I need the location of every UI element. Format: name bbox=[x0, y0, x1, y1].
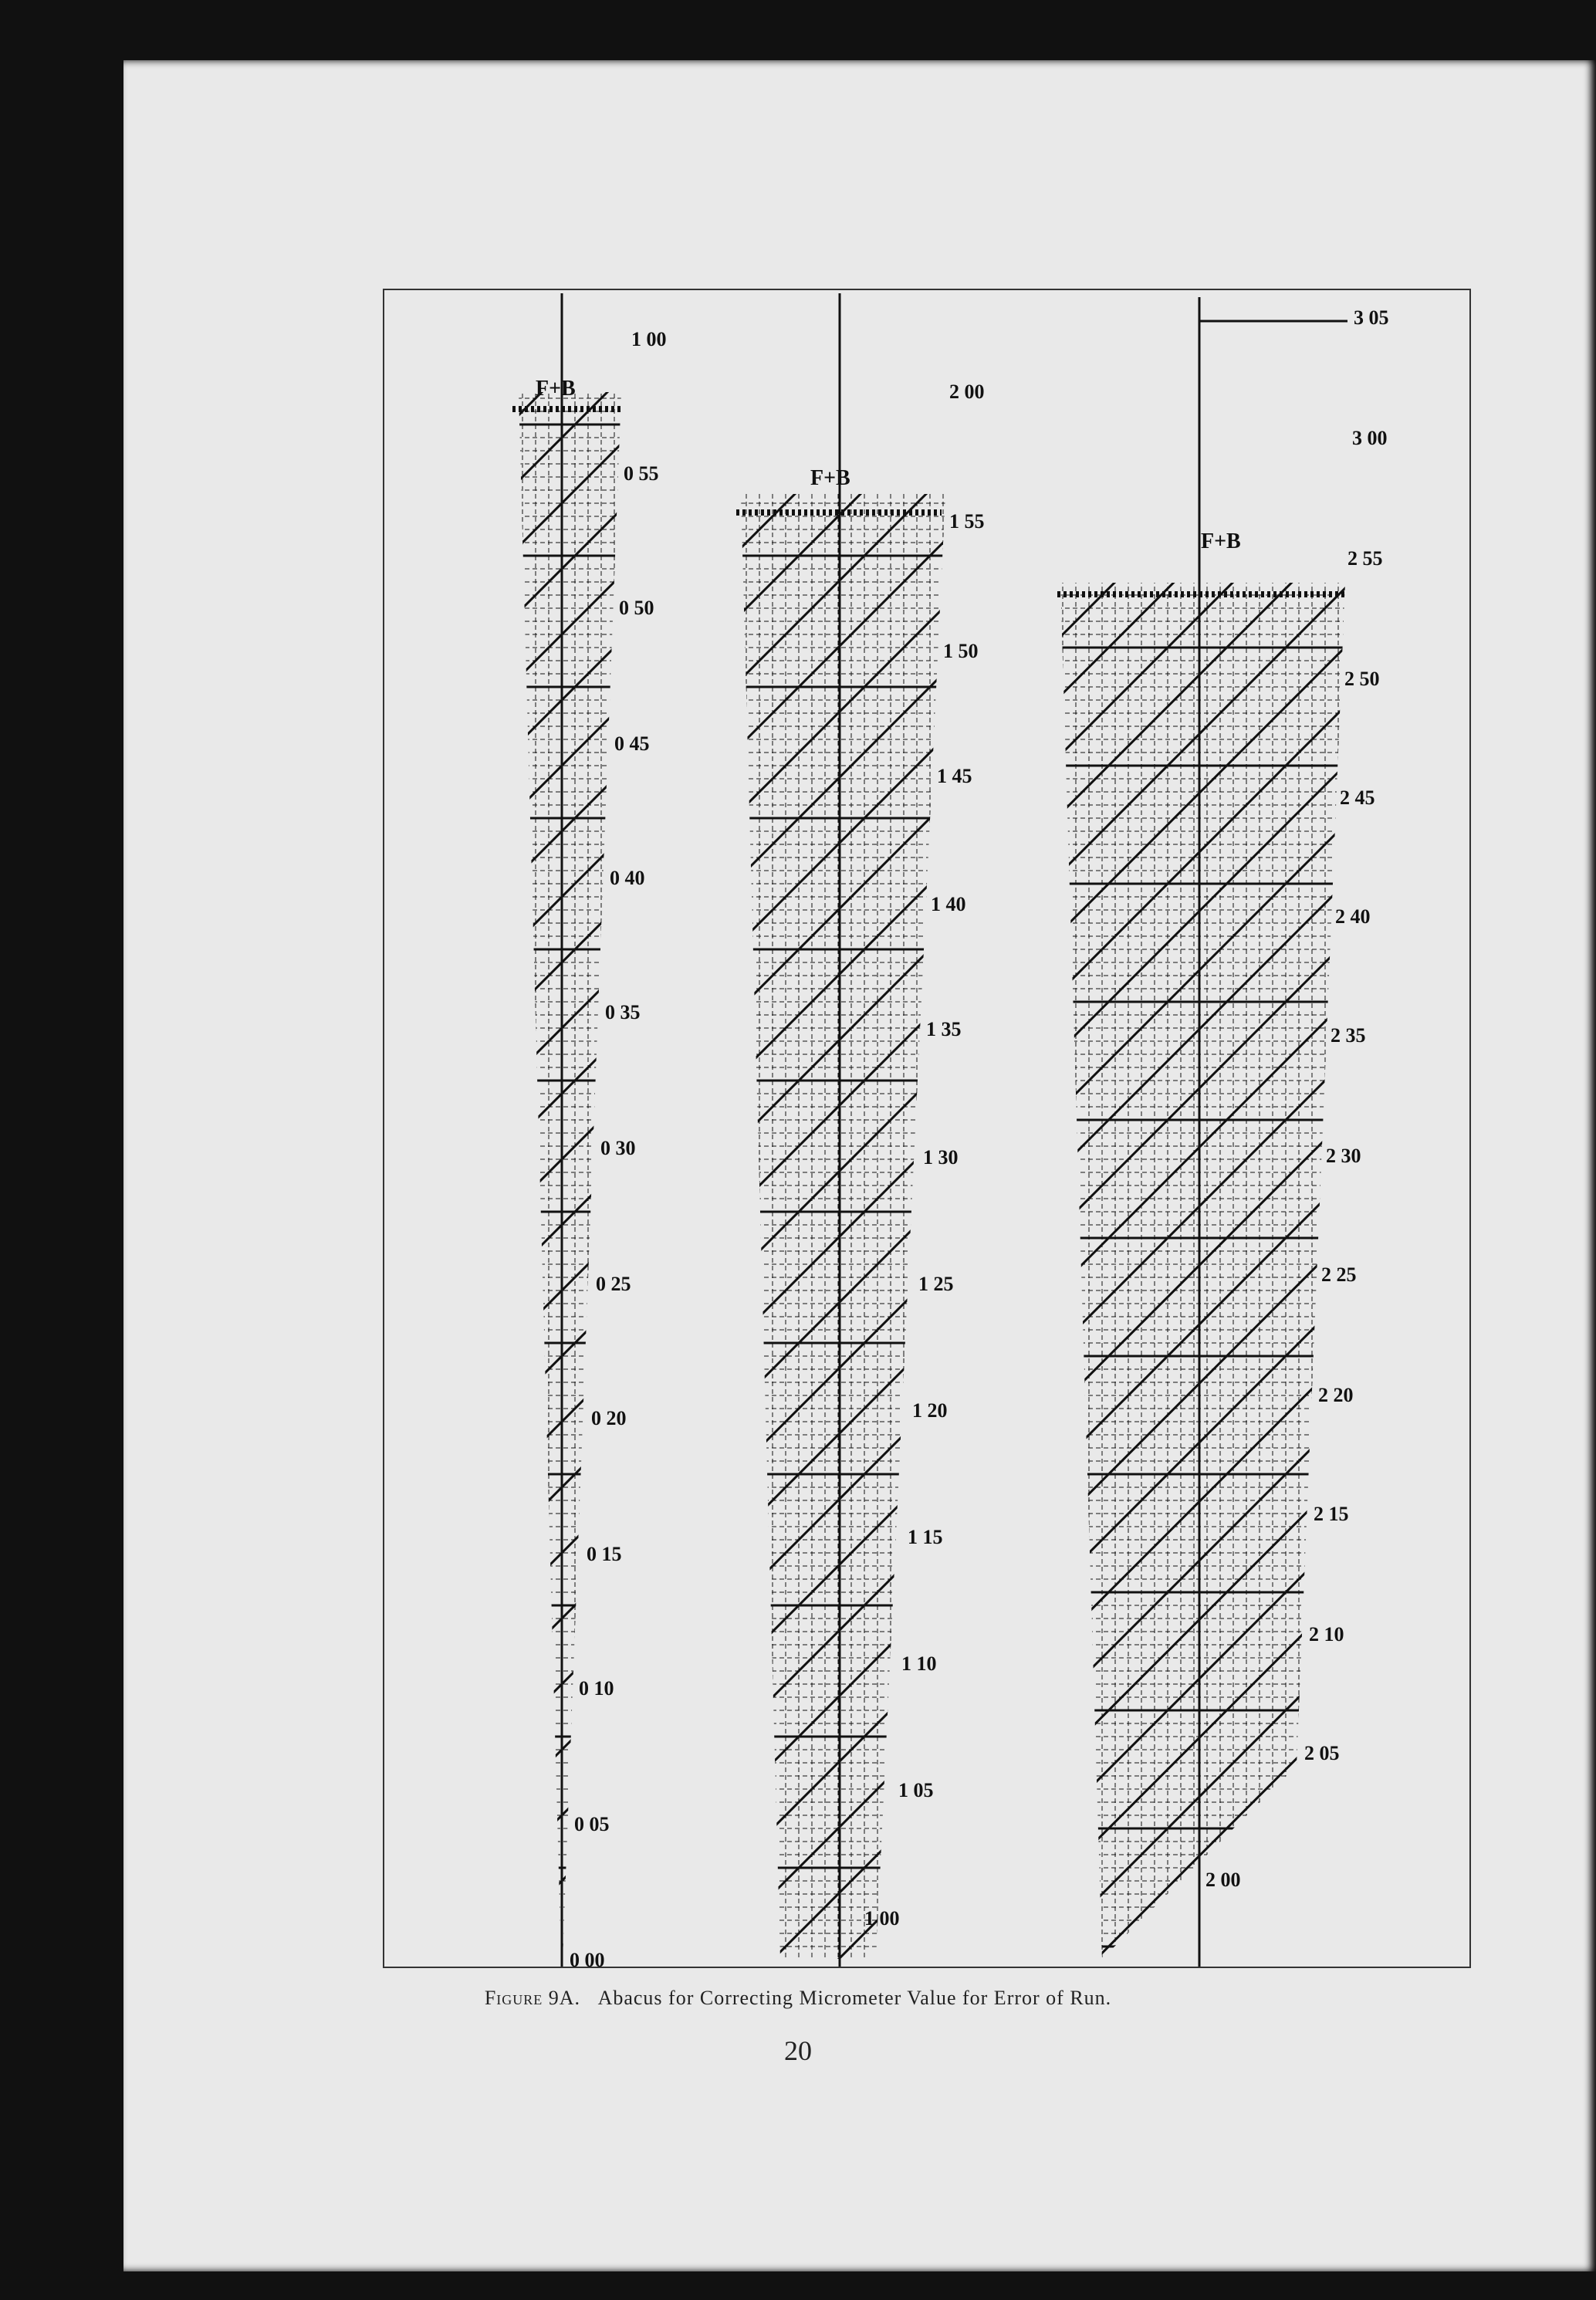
diagonal-line bbox=[548, 293, 1596, 1960]
diagonal-line bbox=[351, 293, 1596, 1960]
right-tick-label: 2 50 bbox=[1344, 668, 1380, 690]
diagonal-line bbox=[0, 293, 837, 1960]
middle-tick-label: 1 50 bbox=[943, 640, 979, 662]
figure-caption bbox=[0, 1987, 1596, 2010]
right-tick-label: 3 00 bbox=[1352, 427, 1388, 449]
right-tick-label: 2 15 bbox=[1314, 1503, 1349, 1525]
right-tick-label: 2 30 bbox=[1326, 1145, 1361, 1167]
diagonal-line bbox=[0, 293, 969, 1960]
diagonal-line bbox=[445, 293, 1596, 1960]
diagonal-line bbox=[1272, 293, 1596, 1960]
middle-tick-label: 1 35 bbox=[926, 1018, 962, 1040]
diagonal-line bbox=[0, 293, 1061, 1960]
diagonal-line bbox=[1567, 293, 1596, 1960]
diagonal-line bbox=[1331, 293, 1596, 1960]
middle-tick-label: 1 15 bbox=[908, 1526, 943, 1548]
diagonal-line bbox=[1508, 293, 1596, 1960]
diagonal-line bbox=[575, 293, 1596, 1960]
diagonal-line bbox=[220, 293, 1596, 1960]
middle-tick-label: 2 00 bbox=[949, 381, 985, 403]
figure-caption-text: Abacus for Correcting Micrometer Value for Error of Run. bbox=[597, 1987, 1112, 2009]
left-tick-label: 0 35 bbox=[605, 1001, 641, 1023]
right-tick-label: 2 05 bbox=[1304, 1742, 1340, 1764]
right-tick-label: 2 40 bbox=[1335, 905, 1371, 928]
right-tick-label: 2 20 bbox=[1318, 1384, 1354, 1406]
left-tick-label: 0 50 bbox=[619, 597, 654, 619]
diagonal-line bbox=[1401, 293, 1596, 1960]
left-tick-label: 0 25 bbox=[596, 1273, 631, 1295]
middle-fb-label: F+B bbox=[810, 466, 850, 490]
middle-tick-label: 1 20 bbox=[912, 1399, 948, 1422]
right-tick-label: 3 05 bbox=[1354, 306, 1389, 329]
diagonal-line bbox=[1335, 293, 1596, 1960]
diagonal-line bbox=[1466, 293, 1596, 1960]
diagonal-line bbox=[1428, 293, 1596, 1960]
left-tick-label: 0 10 bbox=[579, 1677, 614, 1700]
diagonal-line bbox=[0, 293, 903, 1960]
diagonal-line bbox=[0, 293, 1050, 1960]
right-fb-label: F+B bbox=[1201, 529, 1241, 553]
middle-tick-label: 1 55 bbox=[949, 510, 985, 533]
diagonal-line bbox=[313, 293, 1596, 1960]
diagonal-line bbox=[0, 293, 1034, 1960]
diagonal-line bbox=[0, 293, 799, 1960]
diagonal-line bbox=[563, 293, 1596, 1960]
left-fb-label: F+B bbox=[536, 377, 576, 401]
right-tick-label: 2 55 bbox=[1347, 547, 1383, 570]
middle-tick-label: 1 25 bbox=[918, 1273, 954, 1295]
diagonal-line bbox=[1270, 293, 1596, 1960]
diagonal-line bbox=[0, 293, 509, 1960]
left-tick-label: 0 00 bbox=[570, 1949, 605, 1971]
diagonal-line bbox=[0, 293, 1258, 1960]
figure-caption-label: Figure 9A. bbox=[484, 1987, 581, 2009]
page-number: 20 bbox=[784, 2035, 812, 2066]
diagonal-line bbox=[0, 293, 1168, 1960]
diagonal-line bbox=[50, 293, 1596, 1960]
middle-scale-grid bbox=[0, 293, 1596, 1960]
right-tick-label: 2 25 bbox=[1321, 1263, 1357, 1286]
diagonal-line bbox=[0, 293, 1100, 1960]
diagonal-line bbox=[1362, 293, 1596, 1960]
diagonal-line bbox=[181, 293, 1596, 1960]
diagonal-line bbox=[0, 293, 772, 1960]
right-tick-label: 2 35 bbox=[1331, 1024, 1366, 1047]
left-tick-label: 1 00 bbox=[631, 328, 667, 350]
middle-tick-label: 1 40 bbox=[931, 893, 966, 915]
diagonal-line bbox=[247, 293, 1596, 1960]
diagonal-line bbox=[1559, 293, 1596, 1960]
diagonal-line bbox=[509, 293, 1596, 1960]
left-tick-label: 0 15 bbox=[587, 1543, 622, 1565]
diagonal-line bbox=[1297, 293, 1596, 1960]
diagonal-line bbox=[1390, 293, 1596, 1960]
diagonal-line bbox=[0, 293, 1286, 1960]
middle-tick-label: 1 05 bbox=[898, 1779, 934, 1801]
left-tick-label: 0 30 bbox=[600, 1137, 636, 1159]
left-tick-label: 0 55 bbox=[624, 462, 659, 485]
right-tick-label: 2 00 bbox=[1205, 1869, 1241, 1891]
diagonal-line bbox=[0, 293, 1192, 1960]
diagonal-line bbox=[482, 293, 1596, 1960]
middle-tick-label: 1 30 bbox=[923, 1146, 959, 1169]
left-tick-label: 0 05 bbox=[574, 1813, 610, 1835]
diagonal-line bbox=[1532, 293, 1596, 1960]
diagonal-line bbox=[0, 293, 864, 1960]
left-tick-label: 0 40 bbox=[610, 867, 645, 889]
diagonal-line bbox=[444, 293, 1596, 1960]
diagonal-line bbox=[0, 293, 1165, 1960]
middle-tick-label: 1 00 bbox=[864, 1907, 900, 1930]
diagonal-line bbox=[0, 293, 733, 1960]
middle-tick-label: 1 10 bbox=[901, 1652, 937, 1675]
right-tick-label: 2 10 bbox=[1309, 1623, 1344, 1646]
diagonal-line bbox=[0, 293, 575, 1960]
diagonal-line bbox=[116, 293, 1596, 1960]
right-tick-label: 2 45 bbox=[1340, 786, 1375, 809]
diagonal-line bbox=[505, 293, 1596, 1960]
left-tick-label: 0 20 bbox=[591, 1407, 627, 1429]
diagonal-line bbox=[0, 293, 996, 1960]
diagonal-line bbox=[0, 293, 1586, 1960]
diagonal-line bbox=[0, 293, 706, 1960]
diagonal-line bbox=[1493, 293, 1596, 1960]
diagonal-line bbox=[209, 293, 1596, 1960]
diagonal-line bbox=[1449, 293, 1596, 1960]
diagonal-line bbox=[269, 293, 1596, 1960]
diagonal-line bbox=[0, 293, 641, 1960]
diagonal-line bbox=[0, 293, 1227, 1960]
diagonal-line bbox=[0, 293, 1231, 1960]
left-tick-label: 0 45 bbox=[614, 732, 650, 755]
middle-tick-label: 1 45 bbox=[937, 765, 972, 787]
diagonal-line bbox=[327, 293, 1596, 1960]
